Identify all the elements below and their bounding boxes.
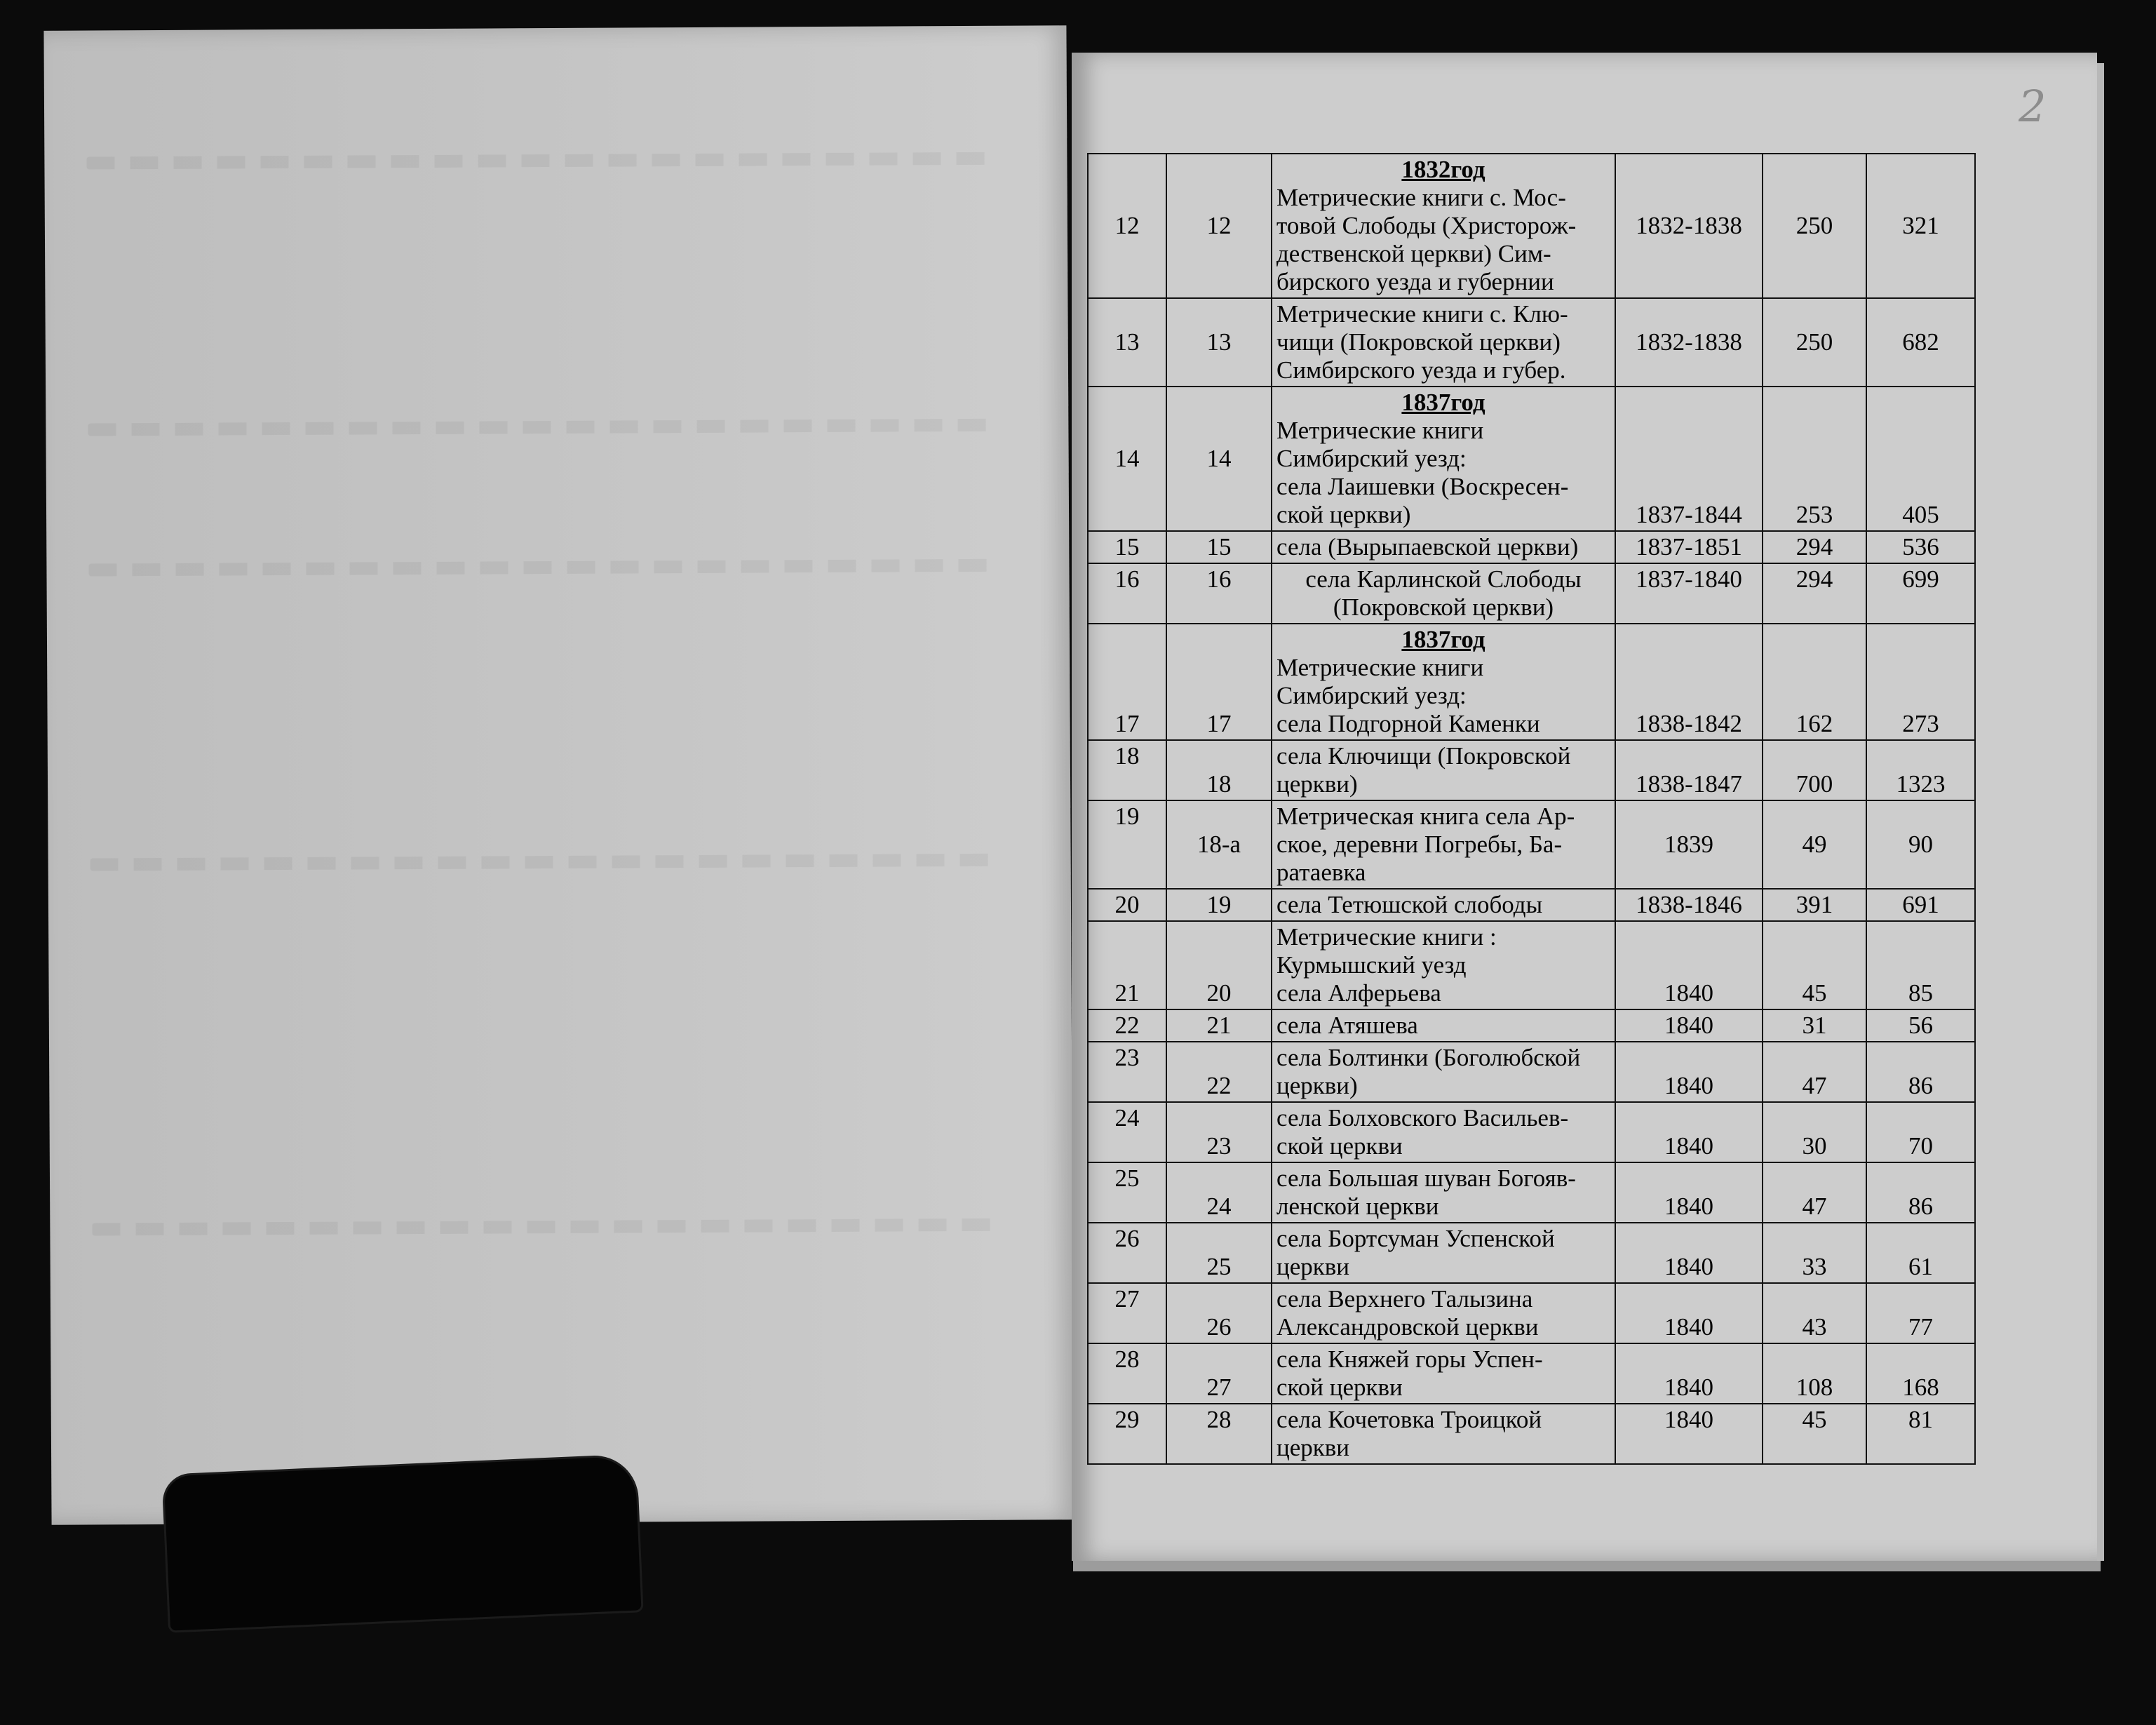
file-number: 20: [1166, 921, 1272, 1009]
description-line: Метрические книги с. Клю-: [1276, 300, 1568, 328]
date-range: 1838-1842: [1615, 624, 1763, 740]
description-cell: [1272, 800, 1615, 889]
description-line: церкви: [1276, 1253, 1350, 1280]
sheet-count: 31: [1763, 1009, 1866, 1042]
description-line: Метрические книги с. Мос-: [1276, 184, 1566, 211]
table-row: [1088, 298, 1975, 387]
file-number: 16: [1166, 563, 1272, 624]
description-line: села Карлинской Слободы: [1305, 565, 1582, 593]
file-number: 24: [1166, 1162, 1272, 1223]
row-number: 24: [1088, 1102, 1166, 1162]
date-range: 1837-1840: [1615, 563, 1763, 624]
table-row: [1088, 1223, 1975, 1283]
table-row: [1088, 1162, 1975, 1223]
description-line: села Болтинки (Боголюбской: [1276, 1044, 1581, 1071]
date-range: 1840: [1615, 921, 1763, 1009]
row-number: 14: [1088, 387, 1166, 531]
table-row: [1088, 531, 1975, 563]
book-holder-clip: [164, 1456, 642, 1630]
sheet-count: 47: [1763, 1042, 1866, 1102]
file-number: 18: [1166, 740, 1272, 800]
bleed-through-text: [86, 152, 998, 170]
table-row: [1088, 921, 1975, 1009]
description-line: Метрические книги: [1276, 417, 1484, 444]
table-row: [1088, 1042, 1975, 1102]
sheet-count: 45: [1763, 921, 1866, 1009]
left-blank-page: [43, 25, 1074, 1525]
description-cell: [1272, 1042, 1615, 1102]
date-range: 1840: [1615, 1283, 1763, 1343]
file-number: 27: [1166, 1343, 1272, 1404]
description-cell: [1272, 1162, 1615, 1223]
description-line: Метрические книги: [1276, 654, 1484, 681]
description-cell: [1272, 1223, 1615, 1283]
page-count: 81: [1866, 1404, 1975, 1464]
file-number: 23: [1166, 1102, 1272, 1162]
bleed-through-text: [90, 854, 1002, 871]
row-number: 17: [1088, 624, 1166, 740]
file-number: 28: [1166, 1404, 1272, 1464]
description-line: дественской церкви) Сим-: [1276, 240, 1551, 267]
description-line: товой Слободы (Христорож-: [1276, 212, 1577, 239]
page-count: 699: [1866, 563, 1975, 624]
page-count: 273: [1866, 624, 1975, 740]
description-cell: [1272, 1102, 1615, 1162]
page-number: 2: [2019, 81, 2047, 132]
sheet-count: 47: [1763, 1162, 1866, 1223]
row-number: 15: [1088, 531, 1166, 563]
sheet-count: 43: [1763, 1283, 1866, 1343]
sheet-count: 700: [1763, 740, 1866, 800]
date-range: 1840: [1615, 1404, 1763, 1464]
date-range: 1840: [1615, 1042, 1763, 1102]
table-row: [1088, 563, 1975, 624]
date-range: 1832-1838: [1615, 298, 1763, 387]
description-line: Метрическая книга села Ар-: [1276, 803, 1575, 830]
sheet-count: 250: [1763, 154, 1866, 298]
year-heading: 1837год: [1401, 389, 1485, 416]
table-row: [1088, 889, 1975, 921]
date-range: 1838-1846: [1615, 889, 1763, 921]
description-line: села Атяшева: [1276, 1012, 1418, 1039]
description-cell: [1272, 1283, 1615, 1343]
table-row: [1088, 800, 1975, 889]
row-number: 16: [1088, 563, 1166, 624]
description-line: Симбирского уезда и губер.: [1276, 356, 1566, 384]
sheet-count: 33: [1763, 1223, 1866, 1283]
row-number: 29: [1088, 1404, 1166, 1464]
row-number: 19: [1088, 800, 1166, 889]
table-row: [1088, 1102, 1975, 1162]
sheet-count: 162: [1763, 624, 1866, 740]
sheet-count: 108: [1763, 1343, 1866, 1404]
description-line: села Кочетовка Троицкой: [1276, 1406, 1542, 1433]
description-line: села Лаишевки (Воскресен-: [1276, 473, 1569, 500]
page-count: 691: [1866, 889, 1975, 921]
file-number: 25: [1166, 1223, 1272, 1283]
table-row: [1088, 1343, 1975, 1404]
description-line: села Бортсуман Успенской: [1276, 1225, 1555, 1252]
file-number: 15: [1166, 531, 1272, 563]
sheet-count: 294: [1763, 563, 1866, 624]
date-range: 1838-1847: [1615, 740, 1763, 800]
row-number: 23: [1088, 1042, 1166, 1102]
table-row: [1088, 1283, 1975, 1343]
description-cell: [1272, 563, 1615, 624]
description-line: бирского уезда и губернии: [1276, 268, 1554, 295]
page-count: 86: [1866, 1042, 1975, 1102]
description-line: села Княжей горы Успен-: [1276, 1345, 1543, 1373]
description-line: ской церкви: [1276, 1132, 1403, 1160]
sheet-count: 49: [1763, 800, 1866, 889]
description-line: ской церкви): [1276, 501, 1411, 528]
date-range: 1837-1851: [1615, 531, 1763, 563]
date-range: 1840: [1615, 1162, 1763, 1223]
page-count: 61: [1866, 1223, 1975, 1283]
file-number: 22: [1166, 1042, 1272, 1102]
page-count: 321: [1866, 154, 1975, 298]
description-line: Александровской церкви: [1276, 1313, 1539, 1341]
description-line: села Алферьева: [1276, 979, 1441, 1007]
description-cell: [1272, 387, 1615, 531]
sheet-count: 250: [1763, 298, 1866, 387]
description-line: села (Вырыпаевской церкви): [1276, 533, 1579, 561]
description-line: села Верхнего Талызина: [1276, 1285, 1533, 1313]
bleed-through-text: [88, 559, 1000, 577]
page-count: 85: [1866, 921, 1975, 1009]
description-cell: [1272, 740, 1615, 800]
description-line: Симбирский уезд:: [1276, 445, 1467, 472]
file-number: 17: [1166, 624, 1272, 740]
bleed-through-text: [92, 1219, 1004, 1236]
year-heading: 1832год: [1401, 156, 1485, 183]
file-number: 14: [1166, 387, 1272, 531]
description-cell: [1272, 531, 1615, 563]
description-line: Метрические книги :: [1276, 923, 1497, 951]
description-cell: [1272, 1343, 1615, 1404]
table-row: [1088, 387, 1975, 531]
sheet-count: 45: [1763, 1404, 1866, 1464]
table-row: [1088, 1009, 1975, 1042]
table-row: [1088, 154, 1975, 298]
description-line: ской церкви: [1276, 1374, 1403, 1401]
page-count: 90: [1866, 800, 1975, 889]
file-number: 18-а: [1166, 800, 1272, 889]
description-line: села Тетюшской слободы: [1276, 891, 1543, 918]
file-number: 26: [1166, 1283, 1272, 1343]
description-cell: [1272, 889, 1615, 921]
page-count: 70: [1866, 1102, 1975, 1162]
description-line: (Покровской церкви): [1333, 593, 1554, 621]
bleed-through-text: [88, 419, 999, 436]
row-number: 18: [1088, 740, 1166, 800]
row-number: 27: [1088, 1283, 1166, 1343]
page-count: 168: [1866, 1343, 1975, 1404]
page-count: 77: [1866, 1283, 1975, 1343]
description-cell: [1272, 298, 1615, 387]
description-cell: [1272, 1404, 1615, 1464]
file-number: 19: [1166, 889, 1272, 921]
description-line: чищи (Покровской церкви): [1276, 328, 1561, 356]
table-row: [1088, 740, 1975, 800]
sheet-count: 253: [1763, 387, 1866, 531]
row-number: 21: [1088, 921, 1166, 1009]
description-cell: [1272, 624, 1615, 740]
row-number: 22: [1088, 1009, 1166, 1042]
page-count: 405: [1866, 387, 1975, 531]
description-line: церкви: [1276, 1434, 1350, 1461]
year-heading: 1837год: [1401, 626, 1485, 653]
sheet-count: 391: [1763, 889, 1866, 921]
date-range: 1832-1838: [1615, 154, 1763, 298]
row-number: 26: [1088, 1223, 1166, 1283]
table-row: [1088, 624, 1975, 740]
page-count: 56: [1866, 1009, 1975, 1042]
description-line: ское, деревни Погребы, Ба-: [1276, 831, 1563, 858]
row-number: 20: [1088, 889, 1166, 921]
page-count: 86: [1866, 1162, 1975, 1223]
sheet-count: 294: [1763, 531, 1866, 563]
description-cell: [1272, 921, 1615, 1009]
register-table: [1087, 153, 1976, 1465]
file-number: 21: [1166, 1009, 1272, 1042]
row-number: 13: [1088, 298, 1166, 387]
row-number: 28: [1088, 1343, 1166, 1404]
row-number: 25: [1088, 1162, 1166, 1223]
description-line: села Подгорной Каменки: [1276, 710, 1540, 737]
description-cell: [1272, 1009, 1615, 1042]
page-count: 536: [1866, 531, 1975, 563]
date-range: 1840: [1615, 1343, 1763, 1404]
description-line: села Ключищи (Покровской: [1276, 742, 1571, 770]
date-range: 1840: [1615, 1009, 1763, 1042]
file-number: 13: [1166, 298, 1272, 387]
description-line: ратаевка: [1276, 859, 1366, 886]
page-count: 682: [1866, 298, 1975, 387]
row-number: 12: [1088, 154, 1166, 298]
date-range: 1839: [1615, 800, 1763, 889]
sheet-count: 30: [1763, 1102, 1866, 1162]
date-range: 1840: [1615, 1102, 1763, 1162]
description-line: церкви): [1276, 1072, 1358, 1099]
description-line: села Болховского Васильев-: [1276, 1104, 1569, 1132]
description-cell: [1272, 154, 1615, 298]
description-line: Курмышский уезд: [1276, 951, 1467, 979]
date-range: 1837-1844: [1615, 387, 1763, 531]
description-line: села Большая шуван Богояв-: [1276, 1164, 1576, 1192]
date-range: 1840: [1615, 1223, 1763, 1283]
description-line: ленской церкви: [1276, 1193, 1439, 1220]
file-number: 12: [1166, 154, 1272, 298]
table-row: [1088, 1404, 1975, 1464]
description-line: церкви): [1276, 770, 1358, 798]
description-line: Симбирский уезд:: [1276, 682, 1467, 709]
page-count: 1323: [1866, 740, 1975, 800]
